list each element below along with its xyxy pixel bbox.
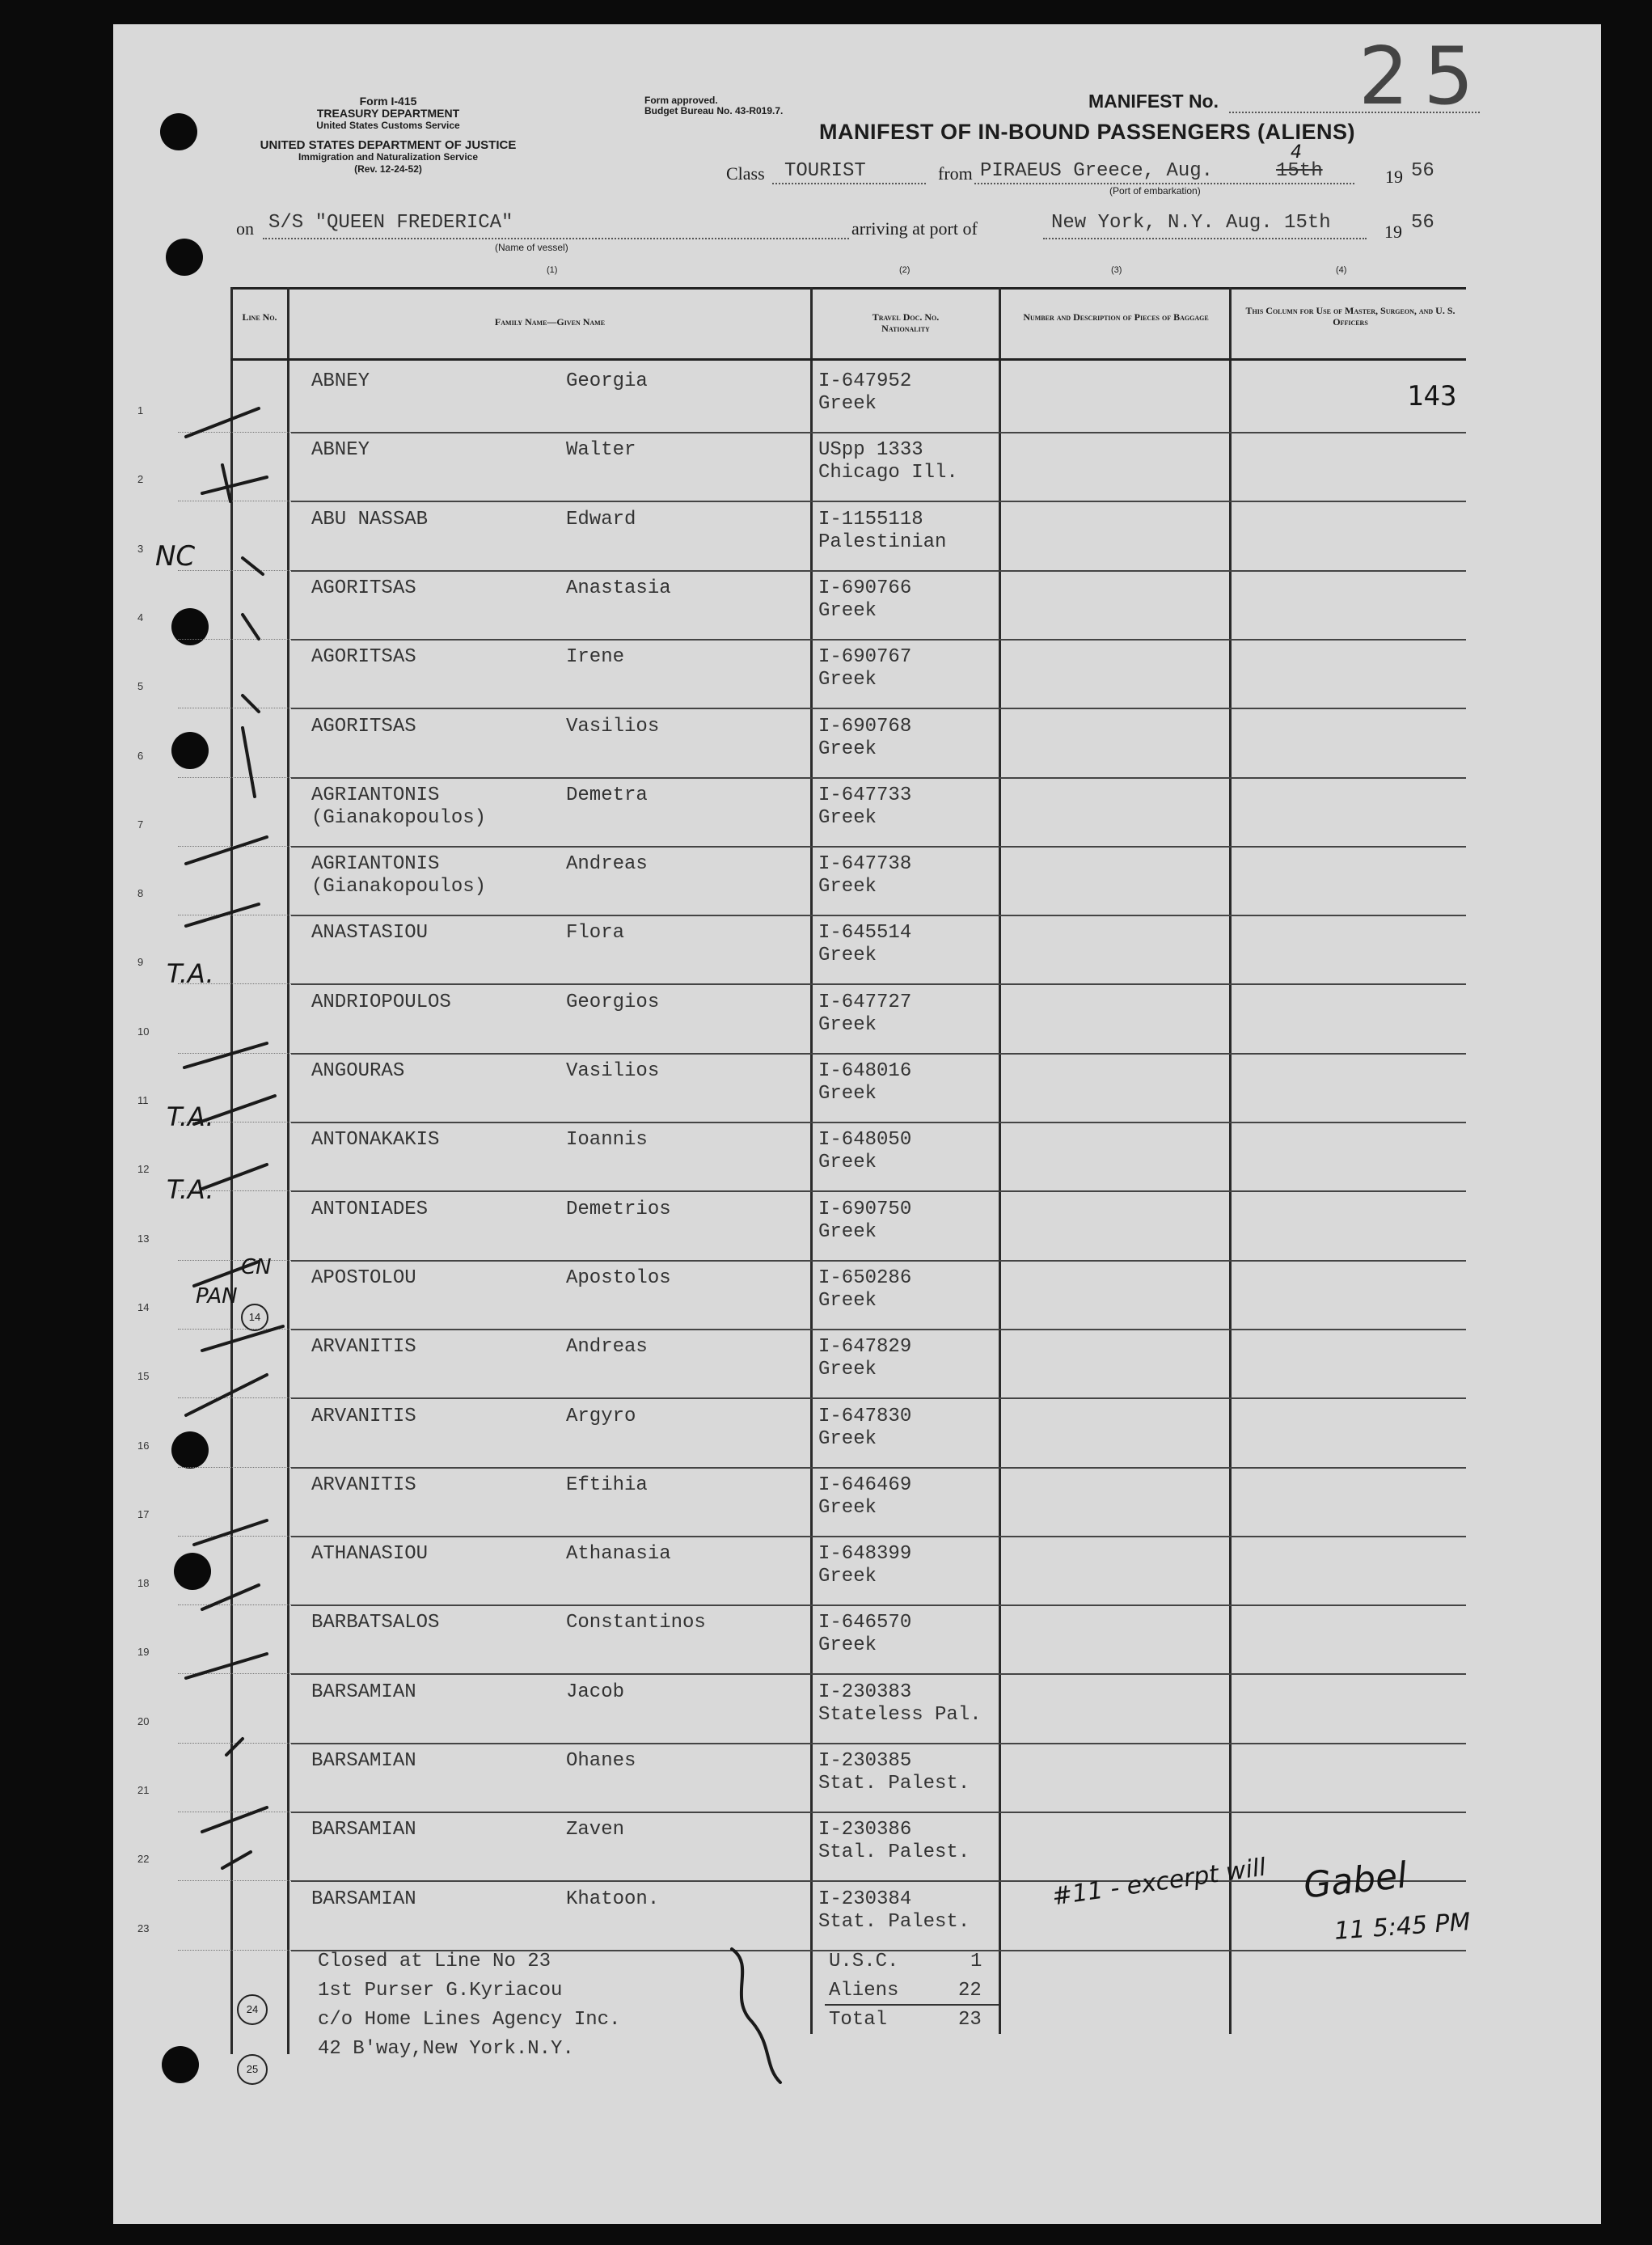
department-block [226, 139, 550, 175]
table-row [121, 1122, 1466, 1191]
given-name: Edward [566, 508, 636, 531]
total-value: 23 [958, 2009, 982, 2031]
given-name: Georgios [566, 991, 660, 1013]
table-row [121, 640, 1466, 708]
table-row [121, 1468, 1466, 1537]
travel-doc-number: I-646570 [818, 1612, 912, 1634]
nationality: Greek [818, 738, 877, 760]
travel-doc-number: I-230385 [818, 1750, 912, 1772]
table-row [121, 985, 1466, 1054]
travel-doc-number: I-690750 [818, 1198, 912, 1220]
travel-doc-number: I-647952 [818, 370, 912, 392]
arriving-label: arriving at port of [851, 218, 978, 239]
from-day-written: 4 [1291, 142, 1302, 163]
nationality: Greek [818, 1220, 877, 1243]
on-label: on [236, 218, 254, 239]
family-name: AGRIANTONIS [311, 853, 440, 876]
line-number: 12 [137, 1163, 150, 1176]
class-label: Class [726, 163, 765, 184]
from-value: PIRAEUS Greece, Aug. [980, 160, 1214, 182]
given-name: Ioannis [566, 1129, 648, 1152]
year-prefix: 19 [1385, 167, 1403, 187]
col-number-3: (3) [1111, 265, 1122, 275]
from-line [974, 183, 1354, 184]
totals-rule [825, 2004, 999, 2006]
line-number: 2 [137, 473, 144, 486]
row-rule-line-no [178, 1950, 291, 1951]
line-number: 3 [137, 542, 144, 555]
vessel-note: (Name of vessel) [495, 242, 568, 253]
travel-doc-number: I-647738 [818, 853, 912, 876]
annotation-ta-2: T.A. [167, 1101, 214, 1132]
annotation-ta-3: T.A. [167, 1174, 214, 1205]
given-name: Khatoon. [566, 1888, 660, 1910]
manifest-table [121, 287, 1466, 2078]
from-label: from [938, 163, 973, 184]
table-row [121, 1399, 1466, 1468]
family-name: ANDRIOPOULOS [311, 991, 451, 1013]
given-name: Demetra [566, 784, 648, 806]
family-name: AGRIANTONIS [311, 784, 440, 806]
arrival-line [1043, 238, 1367, 239]
nationality: Greek [818, 1152, 877, 1174]
line-number: 8 [137, 887, 144, 900]
table-row [121, 571, 1466, 640]
given-name: Walter [566, 439, 636, 462]
class-line [772, 183, 926, 184]
table-row [121, 915, 1466, 984]
travel-doc-number: I-230383 [818, 1681, 912, 1703]
usc-value: 1 [970, 1951, 982, 1972]
family-name: ARVANITIS [311, 1473, 416, 1496]
line-number: 6 [137, 749, 144, 762]
family-name-alt: (Gianakopoulos) [311, 876, 487, 898]
travel-doc-number: I-690767 [818, 646, 912, 669]
immigration-service: Immigration and Naturalization Service [298, 151, 479, 163]
aliens-value: 22 [958, 1980, 982, 2002]
family-name: BARSAMIAN [311, 1750, 416, 1772]
table-top-rule [230, 287, 1466, 290]
table-row [121, 709, 1466, 778]
family-name: APOSTOLOU [311, 1266, 416, 1289]
given-name: Vasilios [566, 715, 660, 738]
manifest-number-label: MANIFEST No. [1088, 91, 1219, 112]
table-header-rule [230, 358, 1466, 361]
nationality: Palestinian [818, 531, 947, 553]
travel-doc-number: I-690768 [818, 715, 912, 738]
travel-doc-number: I-646469 [818, 1473, 912, 1496]
line-number: 23 [137, 1922, 150, 1934]
travel-doc-number: I-647829 [818, 1336, 912, 1359]
family-name: AGORITSAS [311, 715, 416, 738]
line-number: 13 [137, 1232, 150, 1245]
table-row [121, 847, 1466, 915]
travel-doc-number: I-645514 [818, 922, 912, 945]
given-name: Zaven [566, 1819, 625, 1841]
table-row [121, 364, 1466, 433]
family-name: ANASTASIOU [311, 922, 429, 945]
table-row [121, 1675, 1466, 1744]
form-id-block [267, 95, 509, 132]
given-name: Ohanes [566, 1750, 636, 1772]
table-row [121, 1537, 1466, 1605]
nationality: Stateless Pal. [818, 1703, 982, 1726]
annotation-circled-14: 14 [241, 1304, 268, 1331]
travel-doc-number: I-230384 [818, 1888, 912, 1910]
family-name: ANGOURAS [311, 1060, 405, 1082]
department-of-justice: UNITED STATES DEPARTMENT OF JUSTICE [260, 138, 517, 152]
line-24-circled: 24 [237, 1994, 268, 2025]
col-number-4: (4) [1336, 265, 1347, 275]
table-row [121, 1605, 1466, 1674]
given-name: Constantinos [566, 1612, 706, 1634]
treasury-department: TREASURY DEPARTMENT [316, 107, 460, 120]
line-number: 22 [137, 1853, 150, 1866]
manifest-title: MANIFEST OF IN-BOUND PASSENGERS (ALIENS) [819, 120, 1356, 144]
line-number: 4 [137, 611, 144, 624]
nationality: Greek [818, 876, 877, 898]
table-row [121, 502, 1466, 571]
given-name: Flora [566, 922, 625, 945]
nationality: Chicago Ill. [818, 462, 958, 484]
travel-doc-number: USpp 1333 [818, 439, 923, 462]
total-label: Total [829, 2009, 888, 2031]
family-name: ABNEY [311, 370, 370, 392]
col-number-2: (2) [899, 265, 911, 275]
table-row [121, 433, 1466, 501]
line-number: 5 [137, 680, 144, 693]
arrival-value: New York, N.Y. Aug. 15th [1051, 212, 1331, 234]
revision-date: (Rev. 12-24-52) [354, 163, 422, 175]
line-number: 17 [137, 1507, 150, 1520]
given-name: Vasilios [566, 1060, 660, 1082]
vessel-name: S/S "QUEEN FREDERICA" [268, 212, 513, 234]
annotation-excerpt-note: #11 - excerpt will [1050, 1853, 1268, 1912]
closed-at-line: Closed at Line No 23 [318, 1951, 551, 1972]
given-name: Demetrios [566, 1198, 671, 1220]
port-embarkation-note: (Port of embarkation) [1109, 185, 1201, 197]
line-number: 19 [137, 1646, 150, 1659]
line-number: 15 [137, 1370, 150, 1383]
family-name-alt: (Gianakopoulos) [311, 806, 487, 829]
form-approved: Form approved. [644, 95, 718, 106]
nationality: Stal. Palest. [818, 1841, 970, 1864]
agency-name: c/o Home Lines Agency Inc. [318, 2009, 621, 2031]
family-name: ANTONIADES [311, 1198, 429, 1220]
line-number: 1 [137, 404, 144, 416]
given-name: Andreas [566, 853, 648, 876]
family-name: ABNEY [311, 439, 370, 462]
col-header-baggage: Number and Description of Pieces of Baggage [1023, 311, 1209, 323]
family-name: ARVANITIS [311, 1336, 416, 1359]
given-name: Andreas [566, 1336, 648, 1359]
year-value: 56 [1411, 160, 1434, 182]
given-name: Irene [566, 646, 625, 669]
col-header-officers: This Column for Use of Master, Surgeon, and U. S. Officers [1245, 305, 1456, 328]
family-name: AGORITSAS [311, 646, 416, 669]
aliens-label: Aliens [829, 1980, 899, 2002]
annotation-ta-1: T.A. [167, 958, 214, 989]
budget-bureau: Budget Bureau No. 43-R019.7. [644, 105, 784, 116]
table-row [121, 1054, 1466, 1122]
nationality: Greek [818, 599, 877, 622]
line-number: 18 [137, 1577, 150, 1590]
nationality: Greek [818, 1634, 877, 1657]
col-header-name: Family Name—Given Name [494, 316, 606, 328]
table-row [121, 1882, 1466, 1951]
usc-label: U.S.C. [829, 1951, 899, 1972]
family-name: BARSAMIAN [311, 1888, 416, 1910]
arrival-year: 56 [1411, 212, 1434, 234]
nationality: Greek [818, 1427, 877, 1450]
table-row [121, 778, 1466, 847]
annotation-cn: CN [241, 1255, 272, 1279]
family-name: ATHANASIOU [311, 1543, 429, 1566]
class-value: TOURIST [784, 160, 866, 182]
nationality: Greek [818, 1496, 877, 1519]
purser-name: 1st Purser G.Kyriacou [318, 1980, 563, 2002]
line-number: 16 [137, 1439, 150, 1452]
nationality: Greek [818, 806, 877, 829]
table-row [121, 1744, 1466, 1812]
annotation-signature: Gabel [1301, 1854, 1409, 1907]
family-name: BARSAMIAN [311, 1819, 416, 1841]
family-name: BARBATSALOS [311, 1612, 440, 1634]
arrival-year-prefix: 19 [1384, 222, 1402, 242]
line-number: 21 [137, 1784, 150, 1796]
given-name: Jacob [566, 1681, 625, 1703]
travel-doc-number: I-230386 [818, 1819, 912, 1841]
line-number: 11 [137, 1094, 149, 1106]
nationality: Greek [818, 1083, 877, 1105]
table-row [121, 1330, 1466, 1398]
travel-doc-number: I-647727 [818, 991, 912, 1013]
nationality: Greek [818, 1013, 877, 1036]
col-number-1: (1) [547, 265, 558, 275]
travel-doc-number: I-648016 [818, 1060, 912, 1082]
nationality: Greek [818, 1289, 877, 1312]
officer-note-143: 143 [1407, 380, 1457, 412]
col-header-line-no: Line No. [242, 311, 277, 323]
line-25-circled: 25 [237, 2054, 268, 2085]
nationality: Greek [818, 393, 877, 415]
nationality: Greek [818, 1359, 877, 1381]
form-number: Form I-415 [359, 95, 417, 108]
line-number: 10 [137, 1025, 150, 1038]
travel-doc-number: I-647733 [818, 784, 912, 806]
given-name: Eftihia [566, 1473, 648, 1496]
manifest-number-value: 25 [1358, 31, 1489, 123]
family-name: ARVANITIS [311, 1405, 416, 1427]
line-number: 7 [137, 818, 144, 831]
given-name: Athanasia [566, 1543, 671, 1566]
annotation-pan: PAN [196, 1284, 238, 1309]
given-name: Apostolos [566, 1266, 671, 1289]
travel-doc-number: I-648050 [818, 1129, 912, 1152]
travel-doc-number: I-647830 [818, 1405, 912, 1427]
line-number: 14 [137, 1300, 150, 1313]
travel-doc-number: I-1155118 [818, 508, 923, 531]
nationality: Greek [818, 1566, 877, 1588]
vessel-line [263, 238, 849, 239]
agency-address: 42 B'way,New York.N.Y. [318, 2038, 574, 2060]
nationality: Stat. Palest. [818, 1773, 970, 1795]
family-name: AGORITSAS [311, 577, 416, 599]
from-day-struck: 15th [1276, 160, 1323, 182]
nationality: Greek [818, 669, 877, 691]
given-name: Argyro [566, 1405, 636, 1427]
punch-hole-2 [166, 239, 203, 276]
line-number: 20 [137, 1714, 150, 1727]
travel-doc-number: I-690766 [818, 577, 912, 599]
nationality: Greek [818, 945, 877, 967]
table-row [121, 1261, 1466, 1330]
given-name: Georgia [566, 370, 648, 392]
family-name: ANTONAKAKIS [311, 1129, 440, 1152]
family-name: ABU NASSAB [311, 508, 429, 531]
nationality: Stat. Palest. [818, 1910, 970, 1933]
line-number: 9 [137, 956, 144, 969]
annotation-nc: NC [155, 540, 196, 573]
travel-doc-number: I-648399 [818, 1543, 912, 1566]
family-name: BARSAMIAN [311, 1681, 416, 1703]
table-row [121, 1192, 1466, 1261]
customs-service: United States Customs Service [316, 120, 460, 131]
annotation-time-note: 11 5:45 PM [1333, 1908, 1472, 1946]
col-header-travel-doc: Travel Doc. No. Nationality [872, 311, 940, 334]
punch-hole-1 [160, 113, 197, 150]
given-name: Anastasia [566, 577, 671, 599]
travel-doc-number: I-650286 [818, 1266, 912, 1289]
